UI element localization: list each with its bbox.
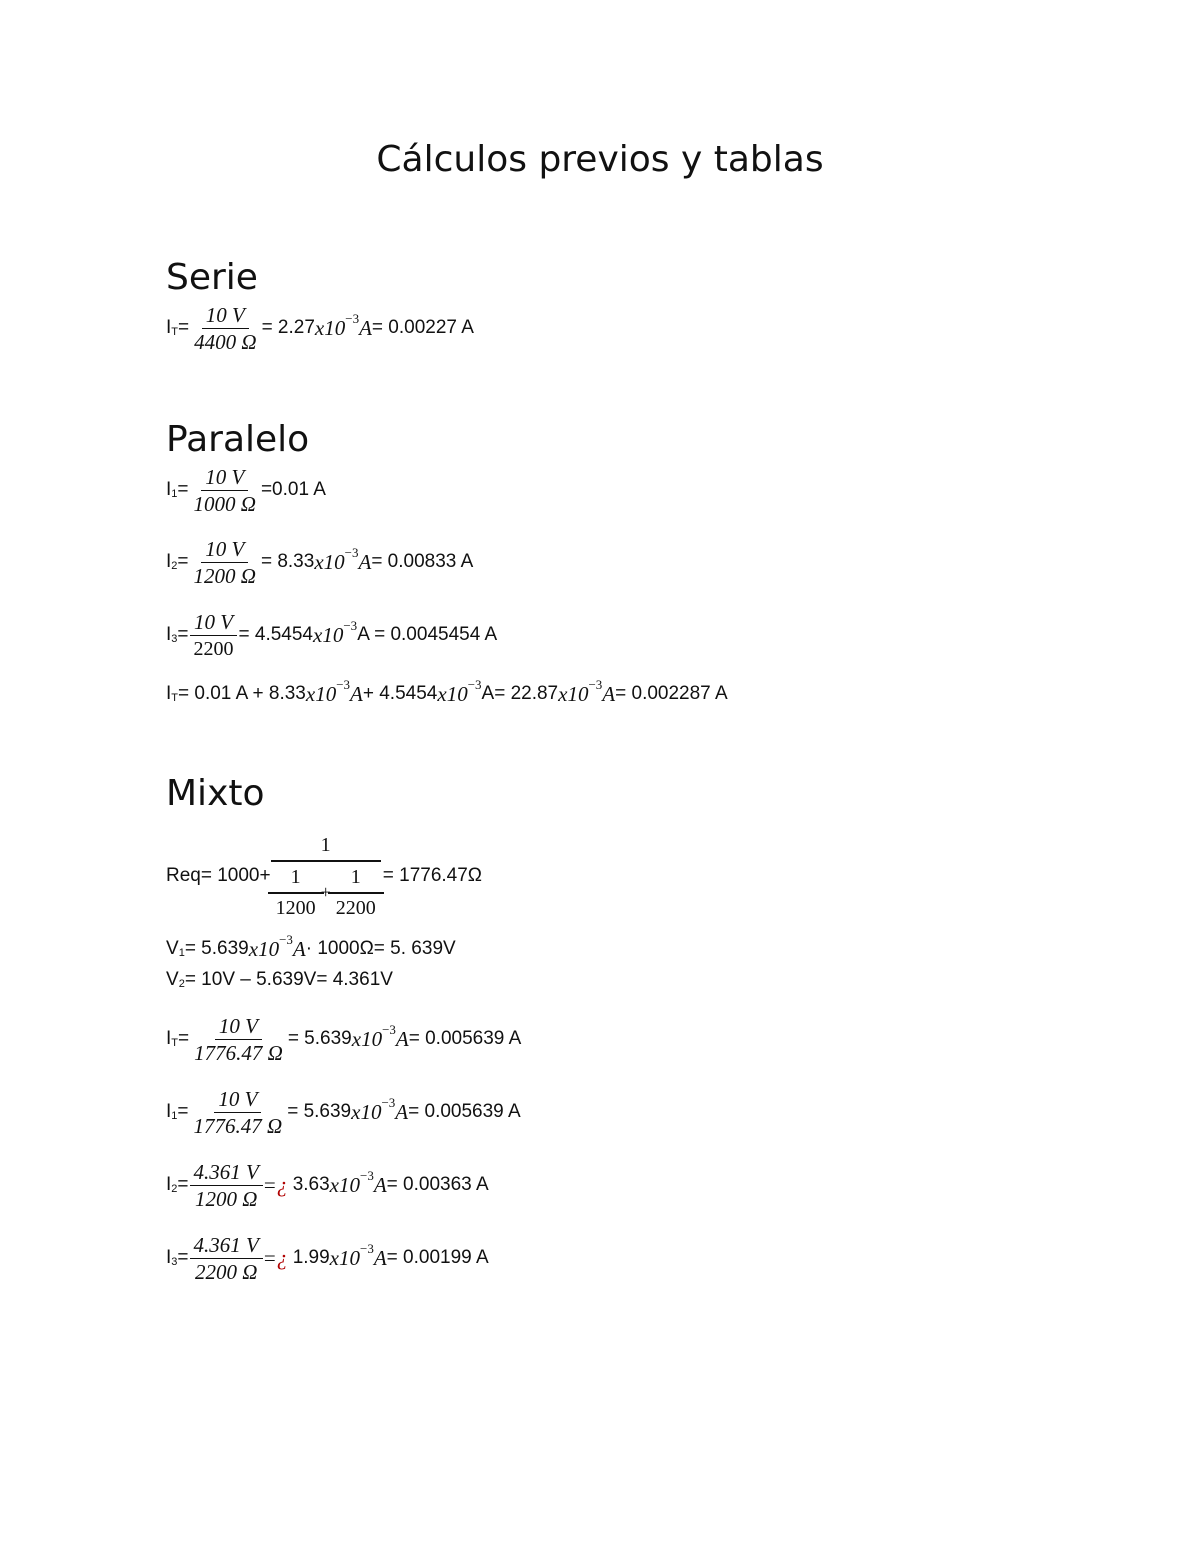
var-label: I — [166, 1247, 172, 1268]
inverted-question-mark: ¿ — [276, 1172, 288, 1197]
result-text: = 1776.47Ω — [382, 865, 483, 886]
fraction — [190, 465, 260, 516]
result-text: A= 22.87 — [481, 683, 559, 704]
exponent: −3 — [360, 1241, 374, 1256]
fraction — [190, 537, 260, 588]
exponent: −3 — [279, 932, 293, 947]
fraction — [190, 1233, 263, 1284]
power-base: 10 — [446, 681, 468, 706]
var-subscript: T — [171, 326, 179, 338]
result-text: A = 0.0045454 A — [357, 624, 498, 645]
times-symbol: x — [329, 1245, 339, 1270]
denominator: 4400 Ω — [194, 329, 257, 354]
result-text: = 2.27 — [261, 317, 315, 338]
result-text: =0.01 A — [260, 479, 326, 500]
numerator: 10 V — [215, 1014, 262, 1040]
fraction — [332, 864, 380, 920]
exponent: −3 — [382, 1022, 396, 1037]
fraction — [272, 864, 320, 920]
equation-mixto-v2 — [166, 967, 393, 993]
exponent: −3 — [336, 677, 351, 692]
exponent: −3 — [588, 677, 603, 692]
denominator: 2200 Ω — [194, 1259, 258, 1284]
numerator: 1 — [328, 864, 384, 894]
unit: A — [395, 1099, 409, 1124]
result-text: = 0.005639 A — [408, 1101, 521, 1122]
numerator: 4.361 V — [190, 1233, 263, 1259]
var-label: V — [166, 938, 179, 959]
power-base: 10 — [323, 549, 345, 574]
equation-mixto-i2 — [166, 1155, 489, 1215]
section-heading-mixto: Mixto — [166, 773, 265, 814]
exponent: −3 — [344, 545, 359, 560]
equals-sign: = — [178, 1028, 190, 1049]
var-subscript: 1 — [171, 1110, 178, 1122]
var-subscript: 2 — [171, 1183, 178, 1195]
var-subscript: T — [171, 1037, 179, 1049]
exponent: −3 — [360, 1168, 374, 1183]
section-heading-serie: Serie — [166, 257, 258, 298]
fraction — [190, 610, 238, 661]
power-base: 10 — [339, 1245, 360, 1270]
var-subscript: 2 — [171, 560, 178, 572]
fraction — [190, 1087, 287, 1138]
result-text: = 0.01 A + 8.33 — [178, 683, 306, 704]
equals-sign: = — [177, 1174, 189, 1195]
denominator — [271, 862, 381, 920]
times-symbol: x — [437, 681, 447, 706]
numerator: 10 V — [201, 537, 248, 563]
numerator: 10 V — [202, 303, 249, 329]
denominator: 1200 — [275, 897, 316, 919]
result-text: = 8.33 — [260, 551, 315, 572]
var-subscript: 1 — [171, 488, 178, 500]
result-text: = 5.639 — [287, 1028, 352, 1049]
result-text: = 10V – 5.639V= 4.361V — [184, 969, 393, 990]
equation-serie-it: I T = $\frac{10 V}{4400 \Omega}$ = 2.27 x 10 −3 A = 0.00227 A — [166, 302, 474, 354]
var-label: I — [166, 317, 172, 338]
unit: A — [373, 1245, 387, 1270]
exponent: −3 — [467, 677, 482, 692]
equals-sign: = — [177, 1101, 189, 1122]
times-symbol: x — [314, 549, 324, 574]
equation-mixto-v1 — [166, 932, 456, 962]
fraction — [190, 1160, 263, 1211]
result-text: = 0.005639 A — [408, 1028, 522, 1049]
numerator: 10 V — [201, 465, 248, 491]
unit: A — [350, 681, 363, 706]
var-subscript: 3 — [171, 1256, 178, 1268]
denominator: 1200 Ω — [193, 563, 256, 588]
power-base: 10 — [324, 315, 346, 340]
exponent: −3 — [345, 311, 360, 326]
fraction — [190, 303, 260, 354]
var-label: I — [166, 479, 172, 500]
power-base: 10 — [361, 1026, 383, 1051]
denominator: 2200 — [193, 637, 234, 660]
exponent: −3 — [343, 618, 358, 633]
var-label: I — [166, 1174, 172, 1195]
result-text: · 1000Ω= 5. 639V — [305, 938, 456, 959]
result-text: = 5.639 — [184, 938, 249, 959]
denominator: 1776.47 Ω — [194, 1040, 283, 1065]
result-text: 1.99 — [292, 1247, 330, 1268]
power-base: 10 — [567, 681, 589, 706]
times-symbol: x — [313, 622, 323, 647]
times-symbol: x — [329, 1172, 339, 1197]
power-base: 10 — [315, 681, 337, 706]
var-label: I — [166, 551, 172, 572]
result-text: = 0.002287 A — [615, 683, 728, 704]
times-symbol: x — [248, 936, 259, 961]
power-base: 10 — [258, 936, 280, 961]
compound-fraction — [271, 832, 381, 920]
unit: A — [373, 1172, 387, 1197]
numerator: 10 V — [190, 610, 237, 636]
equation-mixto-i3 — [166, 1228, 489, 1288]
var-label: I — [166, 683, 172, 704]
var-label: V — [166, 969, 179, 990]
var-label: I — [166, 624, 172, 645]
result-text: = 4.5454 — [238, 624, 314, 645]
denominator: 1200 Ω — [194, 1186, 258, 1211]
equation-mixto-i1 — [166, 1082, 521, 1142]
fraction — [190, 1014, 287, 1065]
plus-sign: + — [320, 881, 331, 902]
var-subscript: 3 — [171, 633, 178, 645]
result-text: 3.63 — [292, 1174, 330, 1195]
unit: A — [292, 936, 306, 961]
var-label: I — [166, 1028, 172, 1049]
equation-paralelo-i1: I 1 = $\frac{10 V}{1000 \Omega}$ =0.01 A — [166, 464, 326, 516]
page-title: Cálculos previos y tablas — [376, 139, 824, 180]
section-heading-paralelo: Paralelo — [166, 419, 310, 460]
denominator: 1000 Ω — [193, 491, 256, 516]
equation-paralelo-i3: I 3 = $\frac{10 V}{2200}$ = 4.5454 x 10 −3 A = 0.0045454 A — [166, 609, 498, 660]
result-text: + 4.5454 — [362, 683, 438, 704]
unit: A — [602, 681, 616, 706]
denominator: 2200 — [335, 897, 376, 919]
numerator: 10 V — [214, 1087, 261, 1113]
denominator: 1776.47 Ω — [193, 1113, 283, 1138]
equation-paralelo-it — [166, 677, 728, 707]
result-text: = 0.00227 A — [371, 317, 474, 338]
times-symbol: x — [351, 1099, 361, 1124]
equals-sign: = — [263, 1172, 276, 1197]
numerator: 1 — [271, 832, 381, 862]
times-symbol: x — [558, 681, 568, 706]
inverted-question-mark: ¿ — [276, 1245, 288, 1270]
result-text: = 0.00833 A — [371, 551, 474, 572]
var-label: I — [166, 1101, 172, 1122]
var-subscript: T — [171, 692, 179, 704]
numerator: 1 — [268, 864, 324, 894]
equals-sign: = — [263, 1245, 276, 1270]
times-symbol: x — [351, 1026, 362, 1051]
exponent: −3 — [381, 1095, 396, 1110]
times-symbol: x — [305, 681, 316, 706]
result-text: = 0.00363 A — [386, 1174, 489, 1195]
numerator: 4.361 V — [190, 1160, 263, 1186]
equation-mixto-it — [166, 1009, 521, 1069]
power-base: 10 — [322, 622, 344, 647]
unit: A — [359, 315, 372, 340]
equation-mixto-req — [166, 832, 482, 920]
unit: A — [358, 549, 372, 574]
result-text: = 0.00199 A — [386, 1247, 489, 1268]
unit: A — [395, 1026, 409, 1051]
power-base: 10 — [339, 1172, 360, 1197]
equation-paralelo-i2: I 2 = $\frac{10 V}{1200 \Omega}$ = 8.33 x 10 −3 A = 0.00833 A — [166, 536, 474, 588]
var-subscript: 2 — [178, 978, 185, 990]
times-symbol: x — [314, 315, 325, 340]
var-label: Req= 1000+ — [166, 865, 271, 886]
result-text: = 5.639 — [287, 1101, 352, 1122]
equals-sign: = — [177, 1247, 189, 1268]
power-base: 10 — [360, 1099, 382, 1124]
var-subscript: 1 — [178, 947, 185, 959]
